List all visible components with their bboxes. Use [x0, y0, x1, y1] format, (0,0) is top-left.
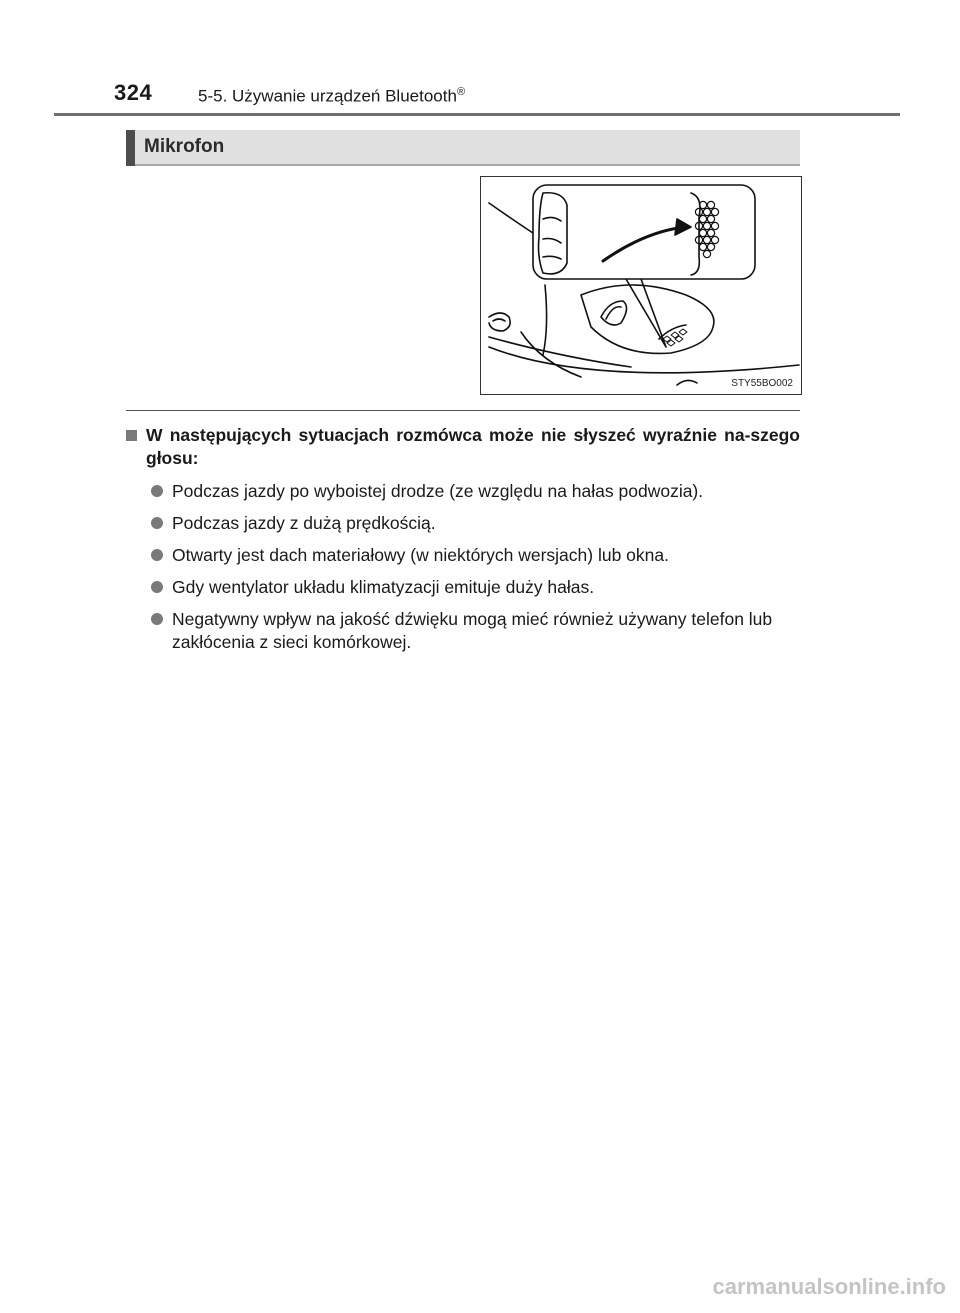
watermark: carmanualsonline.info — [712, 1274, 946, 1299]
chapter-title — [198, 86, 465, 107]
microphone-figure — [480, 176, 802, 395]
list-item-text: Podczas jazdy po wyboistej drodze (ze względu na hałas podwozia). — [172, 481, 704, 501]
list-item-text: Gdy wentylator układu klimatyzacji emituje duży hałas. — [172, 577, 595, 597]
list-item — [126, 608, 800, 654]
section-heading-bar — [126, 130, 135, 166]
bullet-list — [126, 480, 800, 654]
registered-mark: ® — [456, 86, 466, 98]
microphone-location-illustration — [481, 177, 801, 394]
list-item — [126, 576, 800, 599]
round-bullet-icon — [151, 613, 163, 625]
section-title: Mikrofon — [144, 136, 225, 157]
notes-heading-text: W następujących sytuacjach rozmówca może nie słyszeć wyraźnie na-szego głosu: — [146, 425, 800, 468]
section-rule — [126, 410, 800, 411]
header-rule — [54, 113, 900, 116]
chapter-title-text: 5-5. Używanie urządzeń Bluetooth — [198, 86, 457, 106]
page-number: 324 — [114, 80, 153, 105]
notes — [126, 424, 800, 663]
list-item-text: Podczas jazdy z dużą prędkością. — [172, 513, 436, 533]
list-item — [126, 512, 800, 535]
list-item — [126, 480, 800, 503]
round-bullet-icon — [151, 581, 163, 593]
list-item-text: Otwarty jest dach materiałowy (w niektórych wersjach) lub okna. — [172, 545, 669, 565]
notes-heading — [126, 424, 800, 470]
list-item — [126, 544, 800, 567]
round-bullet-icon — [151, 549, 163, 561]
figure-code: STY55BO002 — [731, 378, 793, 389]
round-bullet-icon — [151, 485, 163, 497]
section-heading — [126, 130, 800, 166]
list-item-text: Negatywny wpływ na jakość dźwięku mogą mieć również używany telefon lub zakłócenia z sieci komórkowej. — [172, 609, 773, 652]
square-bullet-icon — [126, 430, 137, 441]
round-bullet-icon — [151, 517, 163, 529]
